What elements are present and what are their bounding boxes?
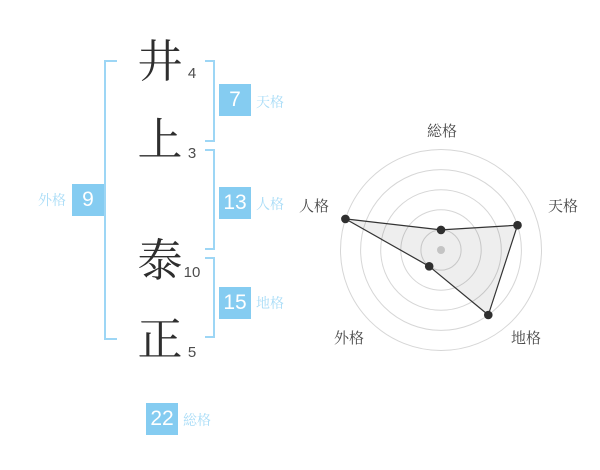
radar-data-point [425, 262, 434, 271]
name-character-1: 井 [137, 36, 183, 87]
radar-axis-label-jinkaku: 人格 [298, 198, 329, 215]
name-character-4: 正 [137, 314, 183, 365]
stroke-count-2: 3 [187, 145, 197, 162]
soukaku-label: 総格 [183, 412, 211, 428]
stroke-count-4: 5 [187, 344, 197, 361]
gaikaku-label: 外格 [38, 192, 66, 208]
gaikaku-bracket [104, 60, 117, 340]
radar-axis-label-tenkaku: 天格 [547, 198, 578, 215]
radar-data-point [437, 226, 446, 235]
tenkaku-bracket [205, 60, 215, 142]
name-character-3: 泰 [137, 235, 183, 286]
radar-data-point [484, 311, 493, 320]
tenkaku-value-badge: 7 [219, 84, 251, 116]
gaikaku-value-badge: 9 [72, 184, 104, 216]
stroke-count-1: 4 [187, 65, 197, 82]
jinkaku-bracket [205, 149, 215, 250]
radar-axis-label-chikaku: 地格 [510, 330, 541, 347]
soukaku-value-badge: 22 [146, 403, 178, 435]
chikaku-value-badge: 15 [219, 287, 251, 319]
jinkaku-label: 人格 [256, 196, 284, 212]
chikaku-label: 地格 [256, 295, 284, 311]
name-character-2: 上 [137, 114, 183, 165]
tenkaku-label: 天格 [256, 94, 284, 110]
radar-data-point [513, 221, 522, 230]
chikaku-bracket [205, 257, 215, 338]
jinkaku-value-badge: 13 [219, 187, 251, 219]
radar-data-point [341, 215, 350, 224]
radar-center-dot [437, 246, 445, 254]
radar-axis-label-soukaku: 総格 [426, 123, 457, 140]
stroke-count-3: 10 [183, 264, 201, 281]
radar-axis-label-gaikaku: 外格 [333, 330, 364, 347]
radar-chart-section [300, 109, 582, 391]
radar-chart [300, 109, 582, 391]
